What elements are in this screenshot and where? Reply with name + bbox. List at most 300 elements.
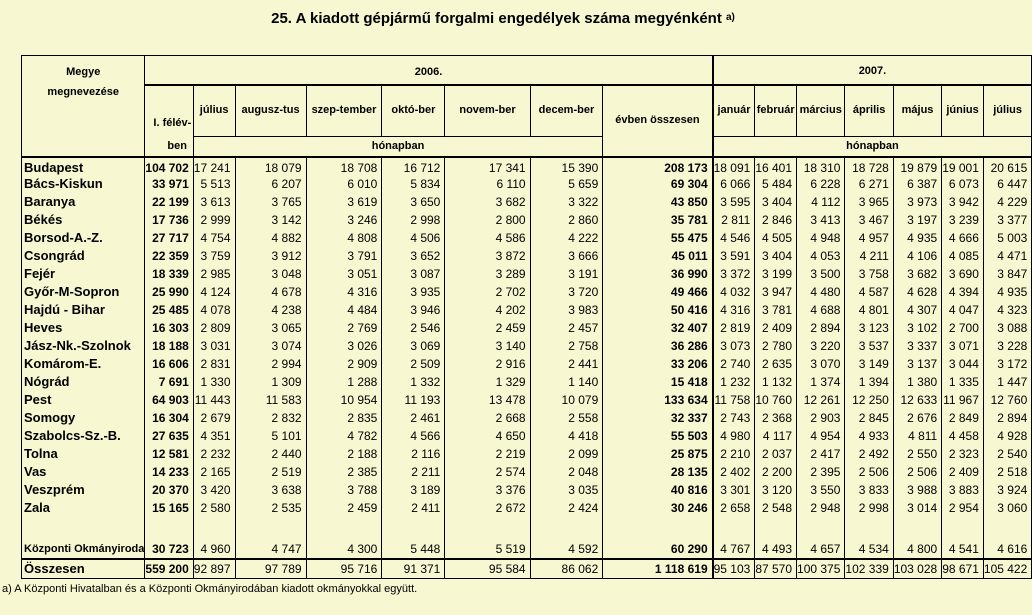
- half-year-value: 22 199: [145, 193, 193, 211]
- table-row: [22, 373, 1032, 391]
- month-value-2006: 4 506: [382, 229, 445, 247]
- month-value-2007: 3 591: [713, 247, 755, 265]
- month-value-2007: 4 980: [713, 427, 755, 445]
- month-value-2007: 2 635: [755, 355, 797, 373]
- month-value-2007: 4 323: [997, 302, 1028, 317]
- month-value-2007: 1 232: [713, 373, 755, 391]
- month-value-2007: 2 849: [942, 409, 984, 427]
- month-value-2007: 3 781: [755, 301, 797, 319]
- month-header-2007-2: március: [797, 85, 845, 137]
- table-row: [22, 301, 1032, 319]
- month-value-2006: 3 983: [530, 301, 603, 319]
- month-value-2007: 19 879: [893, 157, 941, 175]
- half-year-value: 15 165: [145, 499, 193, 517]
- month-value-2006: 2 998: [382, 211, 445, 229]
- month-value-2007: 3 014: [893, 499, 941, 517]
- month-value-2006: 2 668: [445, 409, 530, 427]
- month-value-2006: 2 219: [445, 445, 530, 463]
- month-value-2007: 19 001: [942, 157, 984, 175]
- month-value-2006: 3 788: [306, 481, 382, 499]
- month-value-2007: 2 780: [755, 337, 797, 355]
- month-value-2007: 4 047: [942, 301, 984, 319]
- month-value-2007: 4 106: [893, 247, 941, 265]
- row-label: Összesen: [22, 559, 145, 579]
- month-value-2006: 2 546: [382, 319, 445, 337]
- month-value-2006: 4 566: [382, 427, 445, 445]
- data-table: [21, 55, 1032, 579]
- month-value-2007: 4 053: [797, 247, 845, 265]
- month-value-2007: 4 112: [797, 193, 845, 211]
- month-value-2007: 4 316: [713, 301, 755, 319]
- month-value-2007: 2 700: [942, 319, 984, 337]
- month-value-2006: 11 193: [382, 391, 445, 409]
- month-value-2006: 15 390: [530, 157, 603, 175]
- month-value-2007: 3 372: [713, 265, 755, 283]
- year-total-value: 55 503: [603, 427, 713, 445]
- month-value-2006: 3 650: [382, 193, 445, 211]
- month-value-2006: 4 078: [193, 301, 235, 319]
- month-value-2007: 2 540: [997, 446, 1028, 461]
- row-label: Nógrád: [22, 373, 145, 391]
- row-label: Fejér: [22, 265, 145, 283]
- month-value-2007: 6 066: [713, 175, 755, 193]
- month-value-2006: 2 679: [193, 409, 235, 427]
- row-label: Hajdú - Bihar: [22, 301, 145, 319]
- month-value-2006: 3 872: [445, 247, 530, 265]
- month-value-2007: 4 534: [845, 517, 893, 559]
- year-total-value: 32 407: [603, 319, 713, 337]
- month-value-2006: 3 935: [382, 283, 445, 301]
- month-value-2007: 3 942: [942, 193, 984, 211]
- month-value-2007: 20 615: [990, 160, 1028, 175]
- page-title: [0, 10, 1006, 27]
- row-label: Budapest: [22, 157, 145, 175]
- month-value-2006: 5 513: [193, 175, 235, 193]
- month-value-2006: 1 140: [530, 373, 603, 391]
- half-year-value: 104 702: [145, 157, 193, 175]
- month-value-2007: 3 149: [845, 355, 893, 373]
- month-value-2007: 2 395: [797, 463, 845, 481]
- month-value-2007: 4 229: [997, 194, 1028, 209]
- month-value-2006: 97 789: [235, 559, 306, 579]
- month-value-2007: 3 500: [797, 265, 845, 283]
- month-value-2006: 3 619: [306, 193, 382, 211]
- month-value-2007: 95 103: [713, 559, 755, 579]
- month-value-2006: 5 659: [530, 175, 603, 193]
- month-header-2007-0: január: [713, 85, 755, 137]
- month-value-2007: 2 550: [893, 445, 941, 463]
- row-label: Szabolcs-Sz.-B.: [22, 427, 145, 445]
- year-total-value: 33 206: [603, 355, 713, 373]
- month-value-2007: 1 374: [797, 373, 845, 391]
- row-label: Somogy: [22, 409, 145, 427]
- month-header-2006-5: decem-ber: [530, 85, 603, 137]
- month-value-2006: 4 678: [235, 283, 306, 301]
- year-total-value: 40 816: [603, 481, 713, 499]
- month-value-2007: 3 965: [845, 193, 893, 211]
- month-header-2007-4: május: [893, 85, 941, 137]
- month-value-2007: 2 368: [755, 409, 797, 427]
- month-value-2007: 1 380: [893, 373, 941, 391]
- month-header-2007-1: február: [755, 85, 797, 137]
- half-year-value: 25 990: [145, 283, 193, 301]
- month-value-2007: 3 071: [942, 337, 984, 355]
- month-value-2007: 3 172: [997, 356, 1028, 371]
- month-value-2006: 17 241: [193, 157, 235, 175]
- month-value-2006: 4 124: [193, 283, 235, 301]
- month-value-2006: 2 916: [445, 355, 530, 373]
- half-year-value: 16 606: [145, 355, 193, 373]
- month-value-2006: 18 708: [306, 157, 382, 175]
- year-total-value: 208 173: [603, 157, 713, 175]
- table-row: [22, 283, 1032, 301]
- month-value-2006: 2 188: [306, 445, 382, 463]
- month-value-2006: 2 800: [445, 211, 530, 229]
- month-value-2007: 2 846: [755, 211, 797, 229]
- table-row: [22, 229, 1032, 247]
- month-value-2007: 4 811: [893, 427, 941, 445]
- table-row: [22, 355, 1032, 373]
- year-total-value: 15 418: [603, 373, 713, 391]
- month-value-2007: 1 447: [997, 374, 1028, 389]
- month-value-2006: 4 351: [193, 427, 235, 445]
- table-row: [22, 445, 1032, 463]
- month-value-2007: 2 894: [997, 410, 1028, 425]
- year-total-value: 50 416: [603, 301, 713, 319]
- month-value-2007: 105 422: [983, 559, 1031, 579]
- year-total-value: 69 304: [603, 175, 713, 193]
- month-value-2006: 2 232: [193, 445, 235, 463]
- month-value-2006: 6 110: [445, 175, 530, 193]
- month-value-2006: 3 289: [445, 265, 530, 283]
- month-value-2006: 3 765: [235, 193, 306, 211]
- row-label: Központi Okmányiroda: [22, 517, 145, 559]
- month-value-2007: 3 197: [893, 211, 941, 229]
- month-value-2007: 4 616: [997, 541, 1028, 556]
- month-value-2006: 3 087: [382, 265, 445, 283]
- month-value-2006: 95 716: [306, 559, 382, 579]
- month-value-2007: 3 550: [797, 481, 845, 499]
- month-value-2007: 2 037: [755, 445, 797, 463]
- month-value-2006: 1 288: [306, 373, 382, 391]
- month-value-2007: 4 211: [845, 247, 893, 265]
- month-value-2007: 2 409: [755, 319, 797, 337]
- month-value-2006: 4 300: [306, 517, 382, 559]
- half-year-value: 7 691: [145, 373, 193, 391]
- half-year-value: 18 339: [145, 265, 193, 283]
- month-value-2006: 4 592: [530, 517, 603, 559]
- month-value-2006: 3 069: [382, 337, 445, 355]
- month-value-2006: 3 720: [530, 283, 603, 301]
- month-value-2006: 2 385: [306, 463, 382, 481]
- month-value-2007: 100 375: [797, 559, 845, 579]
- month-value-2007: 3 404: [755, 247, 797, 265]
- month-value-2006: 1 330: [193, 373, 235, 391]
- table-row: [22, 157, 1032, 175]
- month-value-2006: 2 558: [530, 409, 603, 427]
- month-value-2006: 2 999: [193, 211, 235, 229]
- month-value-2007: 3 120: [755, 481, 797, 499]
- month-value-2007: 4 480: [797, 283, 845, 301]
- month-header-2006-0: július: [193, 85, 235, 137]
- row-label: Vas: [22, 463, 145, 481]
- month-value-2007: 1 132: [755, 373, 797, 391]
- month-value-2006: 2 985: [193, 265, 235, 283]
- month-value-2007: 4 954: [797, 427, 845, 445]
- table-row: [22, 499, 1032, 517]
- month-value-2006: 4 782: [306, 427, 382, 445]
- month-value-2007: 4 935: [997, 284, 1028, 299]
- month-value-2007: 2 402: [713, 463, 755, 481]
- month-value-2007: 4 307: [893, 301, 941, 319]
- month-value-2007: 16 401: [755, 157, 797, 175]
- month-value-2006: 2 702: [445, 283, 530, 301]
- half-year-value: 33 971: [145, 175, 193, 193]
- month-value-2007: 3 060: [997, 500, 1028, 515]
- table-row: [22, 517, 1032, 559]
- in-month-header-2007: hónapban: [713, 137, 1032, 157]
- month-value-2007: 4 587: [845, 283, 893, 301]
- month-value-2006: 5 448: [382, 517, 445, 559]
- year-total-value: 45 011: [603, 247, 713, 265]
- county-label-line2: megnevezése: [47, 86, 119, 98]
- half-year-header-suffix: ben: [145, 137, 193, 157]
- year-total-value: 36 990: [603, 265, 713, 283]
- month-value-2006: 2 809: [193, 319, 235, 337]
- half-year-value: 30 723: [145, 517, 193, 559]
- table-row: [22, 211, 1032, 229]
- year-total-value: 133 634: [603, 391, 713, 409]
- county-column-header: [22, 56, 145, 157]
- title-text: 25. A kiadott gépjármű forgalmi engedélyek száma megyénként: [271, 10, 722, 27]
- month-value-2006: 2 048: [530, 463, 603, 481]
- month-value-2006: 3 759: [193, 247, 235, 265]
- month-value-2007: 18 091: [713, 157, 755, 175]
- month-value-2007: 3 102: [893, 319, 941, 337]
- month-value-2006: 3 246: [306, 211, 382, 229]
- month-value-2007: 4 933: [845, 427, 893, 445]
- month-value-2006: 3 791: [306, 247, 382, 265]
- month-value-2006: 2 509: [382, 355, 445, 373]
- month-value-2006: 16 712: [382, 157, 445, 175]
- half-year-label: I. félév-: [153, 116, 192, 129]
- month-value-2007: 3 239: [942, 211, 984, 229]
- month-value-2007: 2 548: [755, 499, 797, 517]
- month-value-2006: 3 322: [530, 193, 603, 211]
- month-value-2007: 3 847: [997, 266, 1028, 281]
- month-value-2006: 3 191: [530, 265, 603, 283]
- month-value-2007: 2 506: [845, 463, 893, 481]
- month-value-2006: 4 754: [193, 229, 235, 247]
- month-value-2007: 2 506: [893, 463, 941, 481]
- month-value-2007: 3 137: [893, 355, 941, 373]
- month-value-2007: 87 570: [755, 559, 797, 579]
- year-total-value: 35 781: [603, 211, 713, 229]
- month-header-2007-6: július: [983, 85, 1031, 137]
- row-label: Heves: [22, 319, 145, 337]
- month-value-2006: 3 031: [193, 337, 235, 355]
- row-label: Baranya: [22, 193, 145, 211]
- row-label: Komárom-E.: [22, 355, 145, 373]
- month-value-2007: 102 339: [845, 559, 893, 579]
- month-value-2007: 4 458: [942, 427, 984, 445]
- month-value-2006: 4 222: [530, 229, 603, 247]
- in-month-header-2006: hónapban: [193, 137, 602, 157]
- month-value-2007: 3 947: [755, 283, 797, 301]
- month-value-2006: 2 758: [530, 337, 603, 355]
- footnote: a) A Központi Hivatalban és a Központi Okmányirodában kiadott okmányokkal együtt.: [2, 583, 418, 595]
- month-value-2007: 4 935: [893, 229, 941, 247]
- month-value-2006: 2 116: [382, 445, 445, 463]
- half-year-value: 17 736: [145, 211, 193, 229]
- month-value-2006: 2 211: [382, 463, 445, 481]
- half-year-value: 14 233: [145, 463, 193, 481]
- month-header-2006-2: szep-tember: [306, 85, 382, 137]
- month-value-2006: 10 079: [530, 391, 603, 409]
- half-year-value: 25 485: [145, 301, 193, 319]
- month-value-2007: 3 883: [942, 481, 984, 499]
- month-value-2007: 3 301: [713, 481, 755, 499]
- half-year-value: 64 903: [145, 391, 193, 409]
- year-total-value: 55 475: [603, 229, 713, 247]
- month-value-2007: 4 493: [755, 517, 797, 559]
- month-value-2007: 2 894: [797, 319, 845, 337]
- month-value-2007: 3 467: [845, 211, 893, 229]
- month-value-2006: 2 440: [235, 445, 306, 463]
- month-value-2006: 3 376: [445, 481, 530, 499]
- month-header-2006-1: augusz-tus: [235, 85, 306, 137]
- year-total-value: 25 875: [603, 445, 713, 463]
- month-value-2007: 12 250: [845, 391, 893, 409]
- month-value-2006: 2 535: [235, 499, 306, 517]
- row-label: Borsod-A.-Z.: [22, 229, 145, 247]
- month-value-2007: 4 957: [845, 229, 893, 247]
- month-value-2007: 4 117: [755, 427, 797, 445]
- row-label: Békés: [22, 211, 145, 229]
- month-value-2007: 4 657: [797, 517, 845, 559]
- month-value-2007: 3 537: [845, 337, 893, 355]
- month-value-2007: 3 682: [893, 265, 941, 283]
- month-value-2006: 2 831: [193, 355, 235, 373]
- month-value-2006: 2 461: [382, 409, 445, 427]
- table-row: [22, 319, 1032, 337]
- half-year-value: 18 188: [145, 337, 193, 355]
- month-value-2006: 2 574: [445, 463, 530, 481]
- month-value-2006: 17 341: [445, 157, 530, 175]
- month-value-2007: 2 903: [797, 409, 845, 427]
- month-value-2006: 3 048: [235, 265, 306, 283]
- month-value-2007: 4 800: [893, 517, 941, 559]
- month-value-2006: 5 519: [445, 517, 530, 559]
- month-value-2007: 3 199: [755, 265, 797, 283]
- month-value-2006: 2 832: [235, 409, 306, 427]
- row-label: Zala: [22, 499, 145, 517]
- month-value-2006: 2 860: [530, 211, 603, 229]
- month-value-2006: 3 035: [530, 481, 603, 499]
- month-value-2006: 1 309: [235, 373, 306, 391]
- month-value-2006: 4 960: [193, 517, 235, 559]
- month-header-2006-3: októ-ber: [382, 85, 445, 137]
- table-row: [22, 463, 1032, 481]
- month-value-2006: 3 140: [445, 337, 530, 355]
- table-row: [22, 559, 1032, 579]
- month-value-2006: 6 207: [235, 175, 306, 193]
- month-value-2006: 3 666: [530, 247, 603, 265]
- month-value-2007: 2 210: [713, 445, 755, 463]
- month-value-2006: 3 051: [306, 265, 382, 283]
- month-value-2007: 2 845: [845, 409, 893, 427]
- month-header-2007-3: április: [845, 85, 893, 137]
- month-value-2007: 2 811: [713, 211, 755, 229]
- month-value-2006: 4 586: [445, 229, 530, 247]
- month-value-2007: 2 658: [713, 499, 755, 517]
- month-value-2006: 11 443: [193, 391, 235, 409]
- month-value-2006: 3 189: [382, 481, 445, 499]
- month-value-2007: 3 070: [797, 355, 845, 373]
- month-value-2007: 3 924: [997, 482, 1028, 497]
- month-value-2006: 3 142: [235, 211, 306, 229]
- month-value-2006: 4 808: [306, 229, 382, 247]
- title-footnote-marker: a): [725, 12, 735, 23]
- year-total-value: 60 290: [603, 517, 713, 559]
- month-value-2007: 3 404: [755, 193, 797, 211]
- month-value-2007: 6 387: [893, 175, 941, 193]
- month-value-2007: 12 261: [797, 391, 845, 409]
- month-value-2006: 2 424: [530, 499, 603, 517]
- month-value-2007: 4 948: [797, 229, 845, 247]
- table-row: [22, 193, 1032, 211]
- half-year-value: 16 303: [145, 319, 193, 337]
- year-total-value: 49 466: [603, 283, 713, 301]
- row-label: Tolna: [22, 445, 145, 463]
- year-total-header: évben összesen: [603, 85, 713, 157]
- county-label-line1: Megye: [66, 66, 101, 78]
- table-header: [22, 56, 1032, 157]
- month-value-2007: 4 505: [755, 229, 797, 247]
- month-value-2007: 3 758: [845, 265, 893, 283]
- month-value-2006: 10 954: [306, 391, 382, 409]
- month-value-2007: 2 492: [845, 445, 893, 463]
- month-value-2006: 3 638: [235, 481, 306, 499]
- month-value-2007: 3 377: [997, 212, 1028, 227]
- month-value-2007: 2 676: [893, 409, 941, 427]
- month-value-2007: 4 546: [713, 229, 755, 247]
- row-label: Csongrád: [22, 247, 145, 265]
- row-label: Jász-Nk.-Szolnok: [22, 337, 145, 355]
- month-value-2006: 3 420: [193, 481, 235, 499]
- month-value-2006: 91 371: [382, 559, 445, 579]
- month-value-2006: 2 441: [530, 355, 603, 373]
- month-value-2007: 4 032: [713, 283, 755, 301]
- month-value-2007: 2 998: [845, 499, 893, 517]
- month-value-2007: 11 967: [942, 391, 984, 409]
- table-row: [22, 337, 1032, 355]
- month-value-2007: 12 760: [990, 392, 1028, 407]
- month-value-2007: 2 323: [942, 445, 984, 463]
- month-value-2007: 5 484: [755, 175, 797, 193]
- month-value-2006: 2 519: [235, 463, 306, 481]
- year-2006-header: 2006.: [145, 56, 713, 85]
- month-value-2006: 4 238: [235, 301, 306, 319]
- month-value-2007: 18 310: [797, 157, 845, 175]
- month-value-2007: 3 044: [942, 355, 984, 373]
- month-value-2006: 3 652: [382, 247, 445, 265]
- month-value-2006: 2 459: [445, 319, 530, 337]
- half-year-header: [145, 85, 193, 137]
- month-value-2007: 4 394: [942, 283, 984, 301]
- month-value-2007: 6 228: [797, 175, 845, 193]
- month-value-2006: 4 316: [306, 283, 382, 301]
